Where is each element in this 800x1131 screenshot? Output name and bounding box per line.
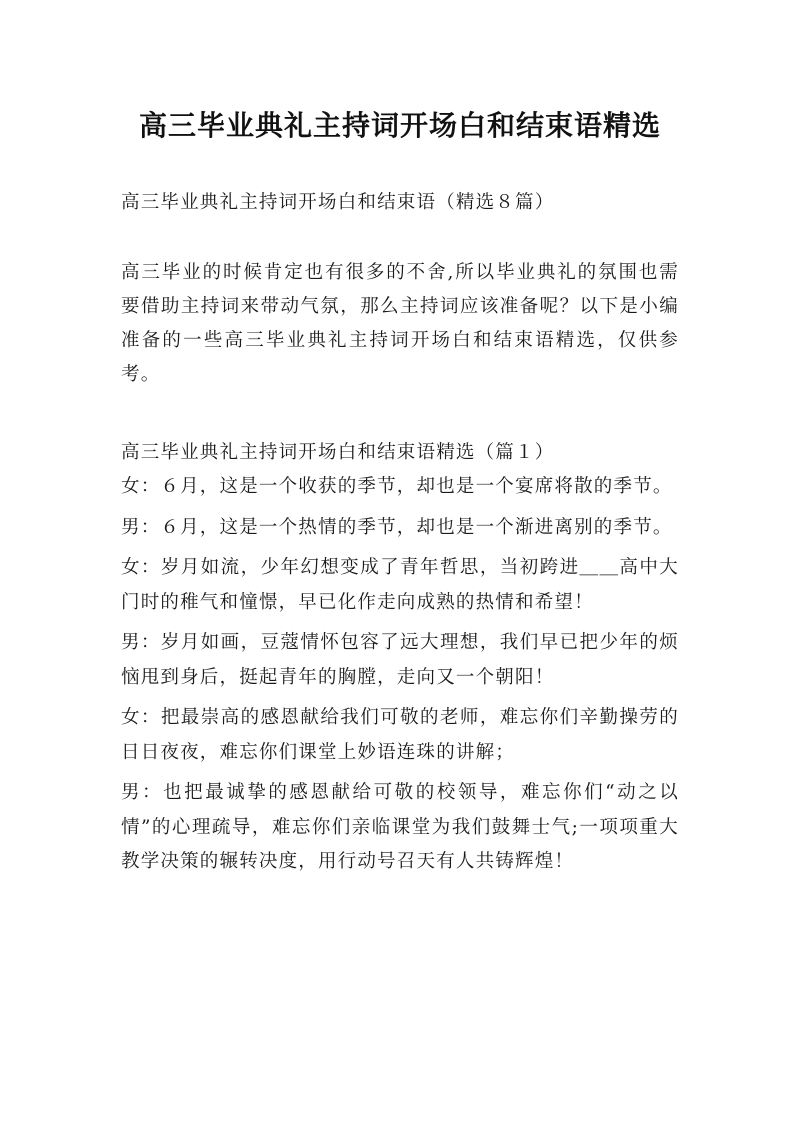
dialogue-line: 女：６月，这是一个收获的季节，却也是一个宴席将散的季节。 — [121, 476, 673, 497]
document-title: 高三毕业典礼主持词开场白和结束语精选 — [138, 109, 661, 142]
document-subtitle: 高三毕业典礼主持词开场白和结束语（精选８篇） — [121, 192, 555, 213]
dialogue-line: 男：６月，这是一个热情的季节，却也是一个渐进离别的季节。 — [121, 516, 673, 538]
intro-paragraph: 高三毕业的时候肯定也有很多的不舍,所以毕业典礼的氛围也需要借助主持词来带动气氛，那么主持词应该准备呢？以下是小编准备的一些高三毕业典礼主持词开场白和结束语精选，仅供参考。 — [121, 262, 679, 385]
dialogue-line: 男：也把最诚挚的感恩献给可敬的校领导，难忘你们“动之以情”的心理疏导，难忘你们亲临课堂为我们鼓舞士气;一项项重大教学决策的辗转决度，用行动号召天有人共铸辉煌！ — [121, 782, 679, 872]
dialogue-block — [121, 470, 679, 880]
section-heading: 高三毕业典礼主持词开场白和结束语精选（篇１） — [121, 442, 555, 463]
dialogue-line: 女：岁月如流，少年幻想变成了青年哲思，当初跨进＿＿高中大门时的稚气和憧憬，早已化作走向成熟的热情和希望！ — [121, 557, 679, 613]
dialogue-line: 男：岁月如画，豆蔻情怀包容了远大理想，我们早已把少年的烦恼甩到身后，挺起青年的胸膛，走向又一个朝阳！ — [121, 632, 679, 688]
dialogue-line: 女：把最崇高的感恩献给我们可敬的老师，难忘你们辛勤操劳的日日夜夜，难忘你们课堂上妙语连珠的讲解； — [121, 707, 679, 763]
